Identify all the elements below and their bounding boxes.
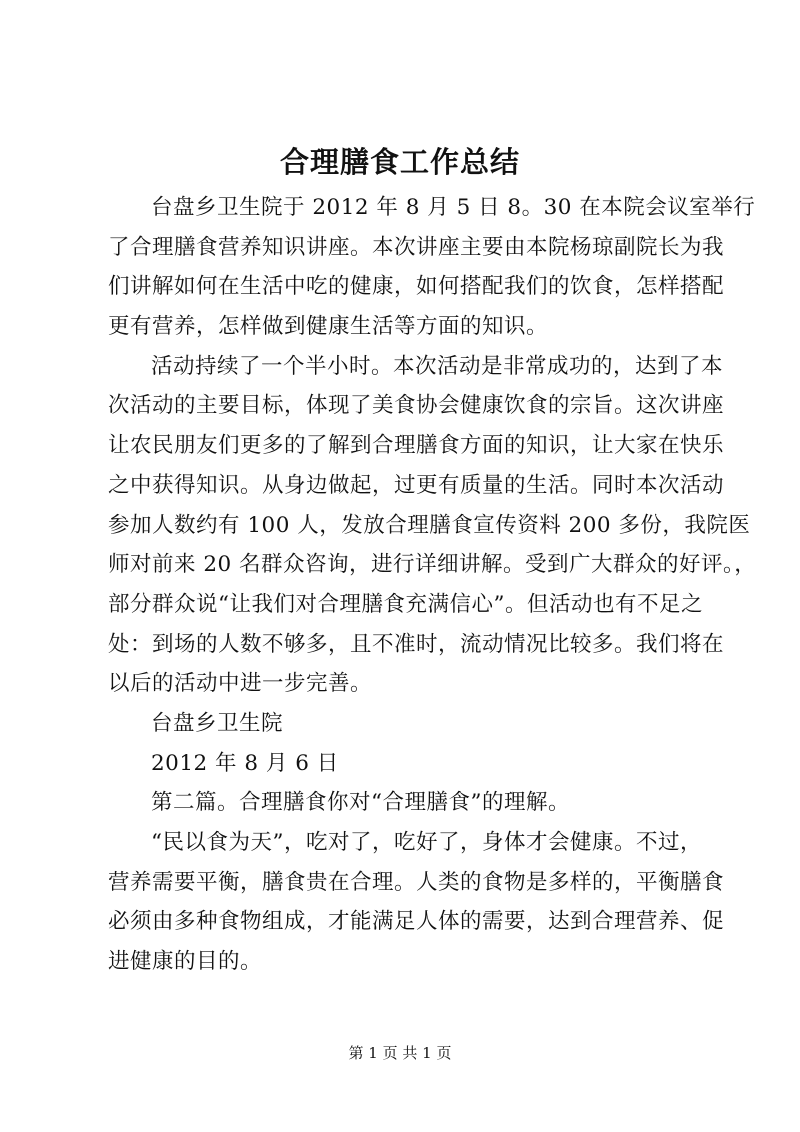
- paragraph-line: 活动持续了一个半小时。本次活动是非常成功的，达到了本: [151, 353, 724, 379]
- paragraph-line: 次活动的主要目标，体现了美食协会健康饮食的宗旨。这次讲座: [108, 393, 725, 419]
- paragraph-line: 们讲解如何在生活中吃的健康，如何搭配我们的饮食，怎样搭配: [108, 274, 725, 300]
- paragraph-line: 以后的活动中进一步完善。: [108, 671, 373, 697]
- paragraph-line: 处：到场的人数不够多，且不准时，流动情况比较多。我们将在: [108, 631, 725, 657]
- paragraph-line: 了合理膳食营养知识讲座。本次讲座主要由本院杨琼副院长为我: [108, 234, 725, 260]
- document-body: [108, 188, 757, 982]
- paragraph-line: 师对前来 20 名群众咨询，进行详细讲解。受到广大群众的好评。，: [108, 552, 757, 578]
- paragraph-line: 参加人数约有 100 人，发放合理膳食宣传资料 200 多份，我院医: [108, 512, 751, 538]
- document-title: 合理膳食工作总结: [279, 145, 520, 179]
- paragraph-line: 更有营养，怎样做到健康生活等方面的知识。: [108, 314, 549, 340]
- paragraph-line: 进健康的目的。: [108, 949, 263, 975]
- paragraph-line: 部分群众说“让我们对合理膳食充满信心”。但活动也有不足之: [108, 591, 703, 617]
- paragraph-line: “民以食为天”，吃对了，吃好了，身体才会健康。不过，: [151, 830, 702, 855]
- paragraph-line: 必须由多种食物组成，才能满足人体的需要，达到合理营养、促: [108, 909, 725, 935]
- paragraph-line: 之中获得知识。从身边做起，过更有质量的生活。同时本次活动: [108, 472, 725, 498]
- page-footer: 第 1 页 共 1 页: [348, 1044, 452, 1062]
- paragraph-line: 台盘乡卫生院于 2012 年 8 月 5 日 8。30 在本院会议室举行: [151, 195, 756, 220]
- signature-date: 2012 年 8 月 6 日: [151, 750, 339, 776]
- paragraph-line: 让农民朋友们更多的了解到合理膳食方面的知识，让大家在快乐: [108, 433, 725, 459]
- signature-organization: 台盘乡卫生院: [151, 710, 284, 736]
- paragraph-line: 营养需要平衡，膳食贵在合理。人类的食物是多样的，平衡膳食: [108, 869, 725, 895]
- section-heading: 第二篇。合理膳食你对“合理膳食”的理解。: [151, 790, 570, 816]
